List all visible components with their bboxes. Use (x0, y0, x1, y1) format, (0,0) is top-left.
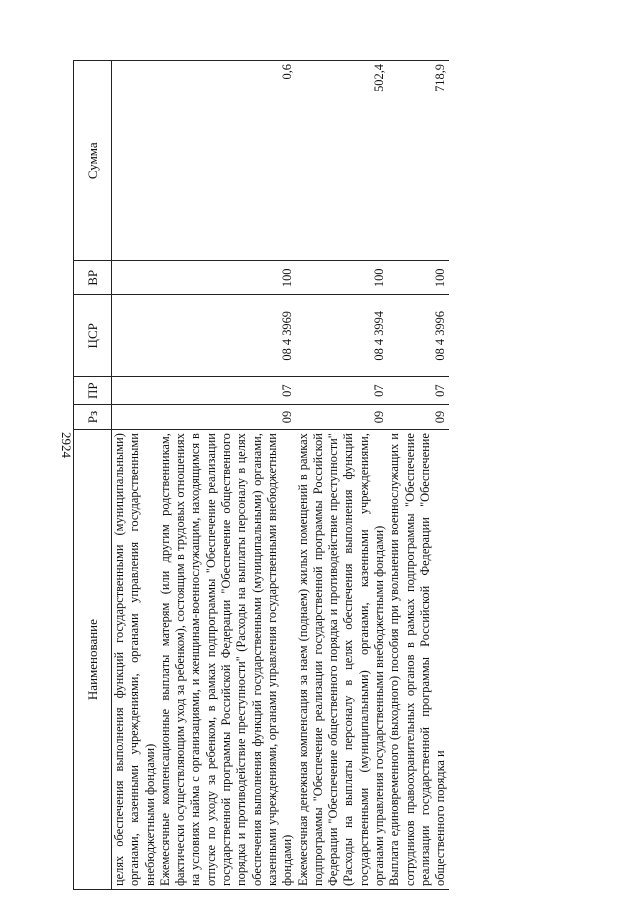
table-header-row (74, 61, 112, 890)
row-name: целях обеспечения выполнения функций государственными (муниципальными) органами, казенными учреждениями, органами управления государственными внебюджетными фондами) (112, 430, 158, 890)
row-rz: 09 (296, 404, 388, 429)
header-sum: Сумма (74, 61, 112, 261)
table-row (112, 61, 158, 890)
row-name: Ежемесячные компенсационные выплаты матерям (или другим родственникам, фактически осуществляющим уход за ребенком), состоящим в трудовых отношениях на условиях найма с организациями, и женщинам-военнослужащим, находящимся в отпуске по уходу за ребенком, в рамках подпрограммы "Обеспечение реализации государственной программы Российской Федерации "Обеспечение общественного порядка и противодействие преступности" (Расходы на выплаты персоналу в целях обеспечения выполнения функций государственными (муниципальными) органами, казенными учреждениями, органами управления государственными внебюджетными фондами) (158, 430, 296, 890)
row-csr: 08 4 3996 (387, 295, 448, 377)
table-row (387, 61, 448, 890)
row-name: Ежемесячная денежная компенсация за наем (поднаем) жилых помещений в рамках подпрограммы "Обеспечение реализации государственной программы Российской Федерации "Обеспечение общественного порядка и противодействие преступности" (Расходы на выплаты персоналу в целях обеспечения выполнения функций государственными (муниципальными) органами, казенными учреждениями, органами управления государственными внебюджетными фондами) (296, 430, 388, 890)
budget-table (73, 60, 449, 890)
row-sum: 502,4 (296, 61, 388, 261)
row-vr: 100 (387, 261, 448, 295)
header-name: Наименование (74, 430, 112, 890)
row-rz: 09 (387, 404, 448, 429)
row-csr: 08 4 3994 (296, 295, 388, 377)
row-csr (112, 295, 158, 377)
row-pr: 07 (158, 377, 296, 404)
row-pr: 07 (387, 377, 448, 404)
row-rz (112, 404, 158, 429)
row-vr (112, 261, 158, 295)
table-row (296, 61, 388, 890)
row-vr: 100 (296, 261, 388, 295)
header-rz: Рз (74, 404, 112, 429)
row-sum: 718,9 (387, 61, 448, 261)
header-vr: ВР (74, 261, 112, 295)
header-csr: ЦСР (74, 295, 112, 377)
row-csr: 08 4 3969 (158, 295, 296, 377)
row-rz: 09 (158, 404, 296, 429)
row-name: Выплата единовременного (выходного) пособия при увольнении военнослужащих и сотрудников правоохранительных органов в рамках подпрограммы "Обеспечение реализации государственной программы Российской Федерации "Обеспечение общественного порядка и (387, 430, 448, 890)
header-pr: ПР (74, 377, 112, 404)
row-sum (112, 61, 158, 261)
page-number: 2924 (59, 432, 74, 458)
table-row (158, 61, 296, 890)
row-sum: 0,6 (158, 61, 296, 261)
row-pr (112, 377, 158, 404)
row-pr: 07 (296, 377, 388, 404)
row-vr: 100 (158, 261, 296, 295)
rotated-page-content (73, 60, 585, 890)
